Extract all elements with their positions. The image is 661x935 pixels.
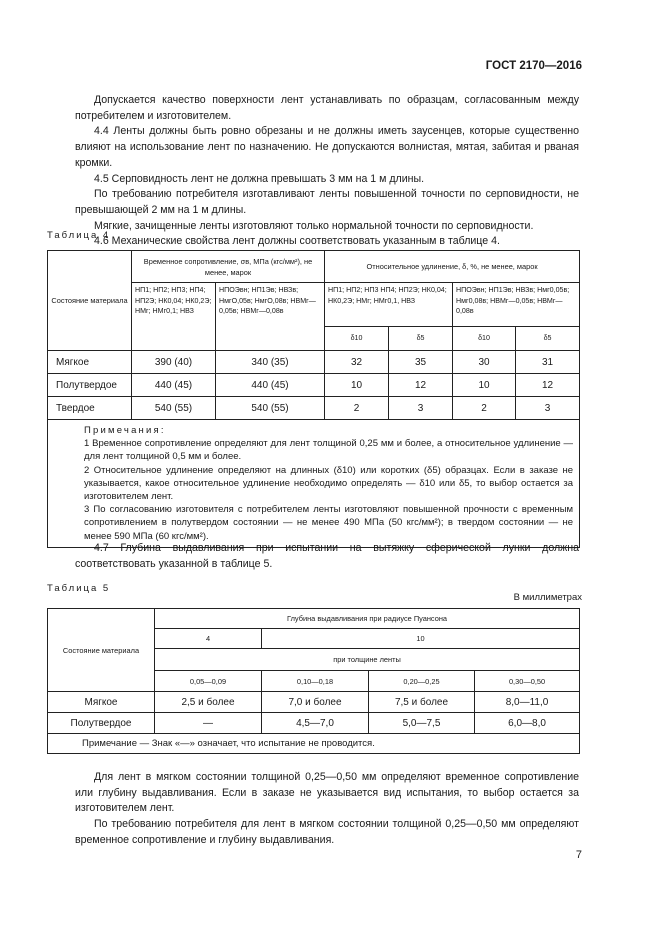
t5-cell: 5,0—7,5 xyxy=(369,713,475,734)
table-row xyxy=(48,397,580,420)
paragraph-surface xyxy=(75,93,579,250)
t5-radius-10: 10 xyxy=(262,629,580,649)
t4-note-3: 3 По согласованию изготовителя с потребителем ленты изготовляют повышенной прочности с временным сопротивлением в полутвердом состоянии — не менее 490 МПа (50 кгс/мм²); в твердом состоянии — не менее 590 МПа (60 кгс/мм²). xyxy=(84,504,574,542)
t4-cell: 390 (40) xyxy=(132,351,216,374)
t4-cell: 10 xyxy=(453,374,516,397)
t5-radius-4: 4 xyxy=(155,629,262,649)
t4-cell: 440 (45) xyxy=(132,374,216,397)
text-p4: По требованию потребителя изготавливают ленты повышенной точности по серповидности, не превышающей 2 мм на 1 м длины. xyxy=(75,188,579,216)
t4-cell: 10 xyxy=(325,374,389,397)
t5-range: 0,30—0,50 xyxy=(475,671,580,692)
table-row xyxy=(48,374,580,397)
t4-elong-header: Относительное удлинение, δ, %, не менее, марок xyxy=(325,251,580,283)
t5-thickness-header: при толщине ленты xyxy=(155,649,580,671)
text-p5: Мягкие, зачищенные ленты изготовляют только нормальной точности по серповидности. xyxy=(94,219,534,232)
paragraph-4-7: 4.7 Глубина выдавливания при испытании на вытяжку сферической лунки должна соответствовать указанной в таблице 5. xyxy=(75,542,579,570)
table-row xyxy=(48,351,580,374)
text-p9: По требованию потребителя для лент в мягком состоянии толщиной 0,25—0,50 мм определяют временное сопротивление и глубину выдавливания. xyxy=(75,818,579,846)
t4-state-header: Состояние материала xyxy=(48,251,132,351)
t4-cell: 3 xyxy=(516,397,580,420)
t4-cell: 35 xyxy=(389,351,453,374)
text-p3: 4.5 Серповидность лент не должна превышать 3 мм на 1 м длины. xyxy=(94,172,425,185)
t5-cell: 6,0—8,0 xyxy=(475,713,580,734)
table4 xyxy=(47,250,580,548)
page-number: 7 xyxy=(575,849,582,861)
t4-delta-1: δ10 xyxy=(325,327,389,351)
t4-grade-3: НП1; НП2; НП3 НП4; НП2Э; НК0,04; НК0,2Э; НМг; НМг0,1, НВЗ xyxy=(325,283,453,327)
text-p1: Допускается качество поверхности лент устанавливать по образцам, согласованным между потребителем и изготовителем. xyxy=(75,94,579,122)
table5-unit: В миллиметрах xyxy=(513,592,582,603)
t5-note: Примечание — Знак «—» означает, что испытание не проводится. xyxy=(48,734,580,754)
t4-cell: 32 xyxy=(325,351,389,374)
t4-state: Мягкое xyxy=(48,351,132,374)
t4-delta-4: δ5 xyxy=(516,327,580,351)
t4-cell: 31 xyxy=(516,351,580,374)
t5-cell: 2,5 и более xyxy=(155,692,262,713)
t5-range: 0,05—0,09 xyxy=(155,671,262,692)
t5-cell: 7,0 и более xyxy=(262,692,369,713)
t4-grade-1: НП1; НП2; НП3; НП4; НП2Э; НК0,04; НК0,2Э; НМг; НМг0,1; НВЗ xyxy=(132,283,216,351)
table-row xyxy=(48,713,580,734)
t5-state-header: Состояние материала xyxy=(48,609,155,692)
t5-state: Полутвердое xyxy=(48,713,155,734)
t4-cell: 440 (45) xyxy=(216,374,325,397)
t4-cell: 3 xyxy=(389,397,453,420)
table5 xyxy=(47,608,580,754)
t4-cell: 540 (55) xyxy=(132,397,216,420)
t5-cell: 4,5—7,0 xyxy=(262,713,369,734)
t5-cell: 8,0—11,0 xyxy=(475,692,580,713)
t4-notes-title: Примечания: xyxy=(84,425,166,436)
t4-grade-4: НПОЭвн; НП1Эв; НВЗв; Нмг0,05в; Нмг0,08в; НВМг—0,05в; НВМг—0,08в xyxy=(453,283,580,327)
t4-cell: 340 (35) xyxy=(216,351,325,374)
t4-delta-2: δ5 xyxy=(389,327,453,351)
t4-note-1: 1 Временное сопротивление определяют для лент толщиной 0,25 мм и более, а относительное удлинение — для лент толщиной 0,5 мм и более. xyxy=(84,438,574,463)
t4-cell: 2 xyxy=(453,397,516,420)
t4-state: Полутвердое xyxy=(48,374,132,397)
t4-strength-header: Временное сопротивление, σв, МПа (кгс/мм²), не менее, марок xyxy=(132,251,325,283)
t4-cell: 2 xyxy=(325,397,389,420)
text-p8: Для лент в мягком состоянии толщиной 0,25—0,50 мм определяют временное сопротивление или глубину выдавливания. Если в заказе не указывается вид испытания, то выбор остается за изготовителем лент. xyxy=(75,771,579,815)
table5-caption: Таблица 5 xyxy=(47,583,111,594)
t5-state: Мягкое xyxy=(48,692,155,713)
t4-cell: 12 xyxy=(389,374,453,397)
t4-delta-3: δ10 xyxy=(453,327,516,351)
t4-note-2: 2 Относительное удлинение определяют на длинных (δ10) или коротких (δ5) образцах. Если в заказе не указывается, какое относительное удлинение необходимо определять — δ10 или δ5, то выбор остается за изготовителем лент. xyxy=(84,464,574,503)
t4-grade-2: НПОЭвн; НП1Эв; НВЗв; НмгО,05в; НмгО,08в; НВМг—0,05в; НВМг—0,08в xyxy=(216,283,325,351)
text-p2: 4.4 Ленты должны быть ровно обрезаны и не должны иметь заусенцев, которые существенно влияют на использование лент по назначению. Не допускаются волнистая, мятая, забитая и рваная кромки. xyxy=(75,125,579,169)
t4-state: Твердое xyxy=(48,397,132,420)
paragraph-closing xyxy=(75,770,579,849)
t4-notes xyxy=(48,420,580,548)
table-row xyxy=(48,692,580,713)
t5-cell: 7,5 и более xyxy=(369,692,475,713)
t5-range: 0,10—0,18 xyxy=(262,671,369,692)
t4-cell: 12 xyxy=(516,374,580,397)
table4-caption: Таблица 4 xyxy=(47,230,111,241)
t5-range: 0,20—0,25 xyxy=(369,671,475,692)
t4-cell: 540 (55) xyxy=(216,397,325,420)
text-p6: 4.6 Механические свойства лент должны соответствовать указанным в таблице 4. xyxy=(94,235,500,248)
t5-depth-header: Глубина выдавливания при радиусе Пуансона xyxy=(155,609,580,629)
t4-cell: 30 xyxy=(453,351,516,374)
document-id: ГОСТ 2170—2016 xyxy=(485,60,582,72)
t5-cell: — xyxy=(155,713,262,734)
